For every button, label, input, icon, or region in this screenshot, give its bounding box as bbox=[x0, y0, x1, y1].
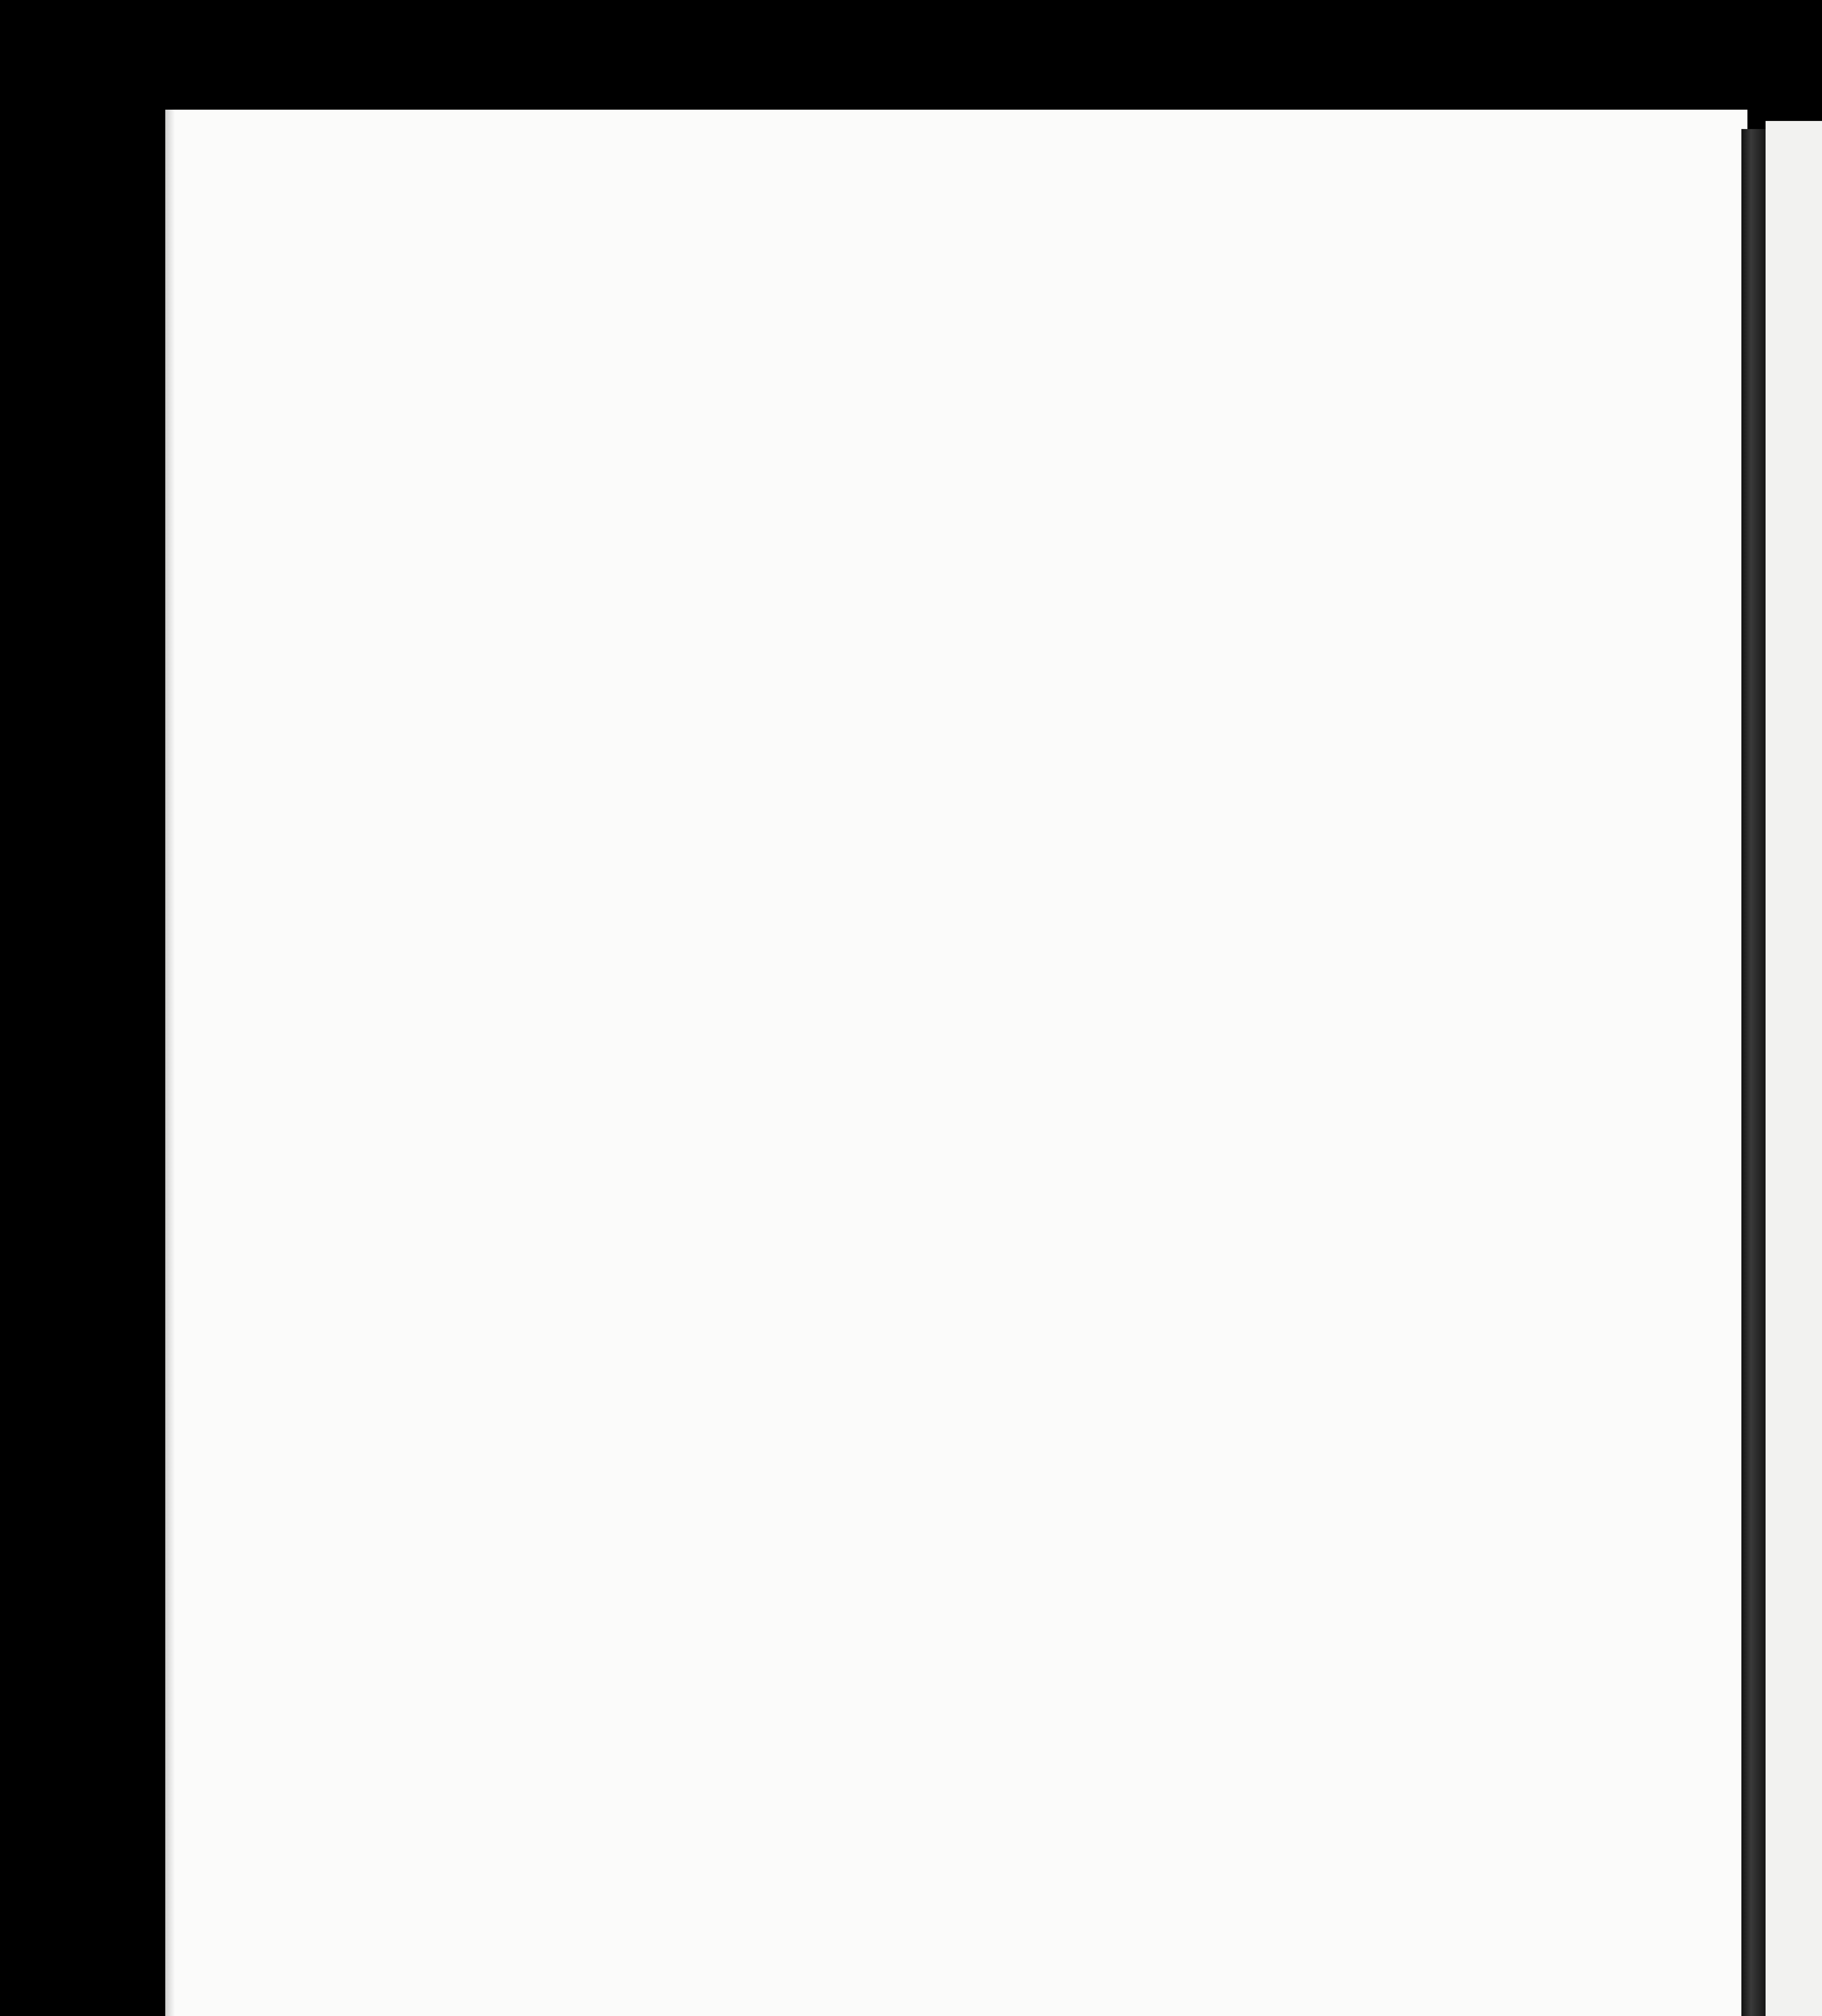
facing-page-edge bbox=[1766, 121, 1822, 2016]
page-header bbox=[246, 333, 1532, 385]
page-edge-shadow bbox=[165, 110, 175, 2016]
book-page bbox=[165, 110, 1747, 2016]
book-gutter bbox=[1741, 129, 1766, 2016]
